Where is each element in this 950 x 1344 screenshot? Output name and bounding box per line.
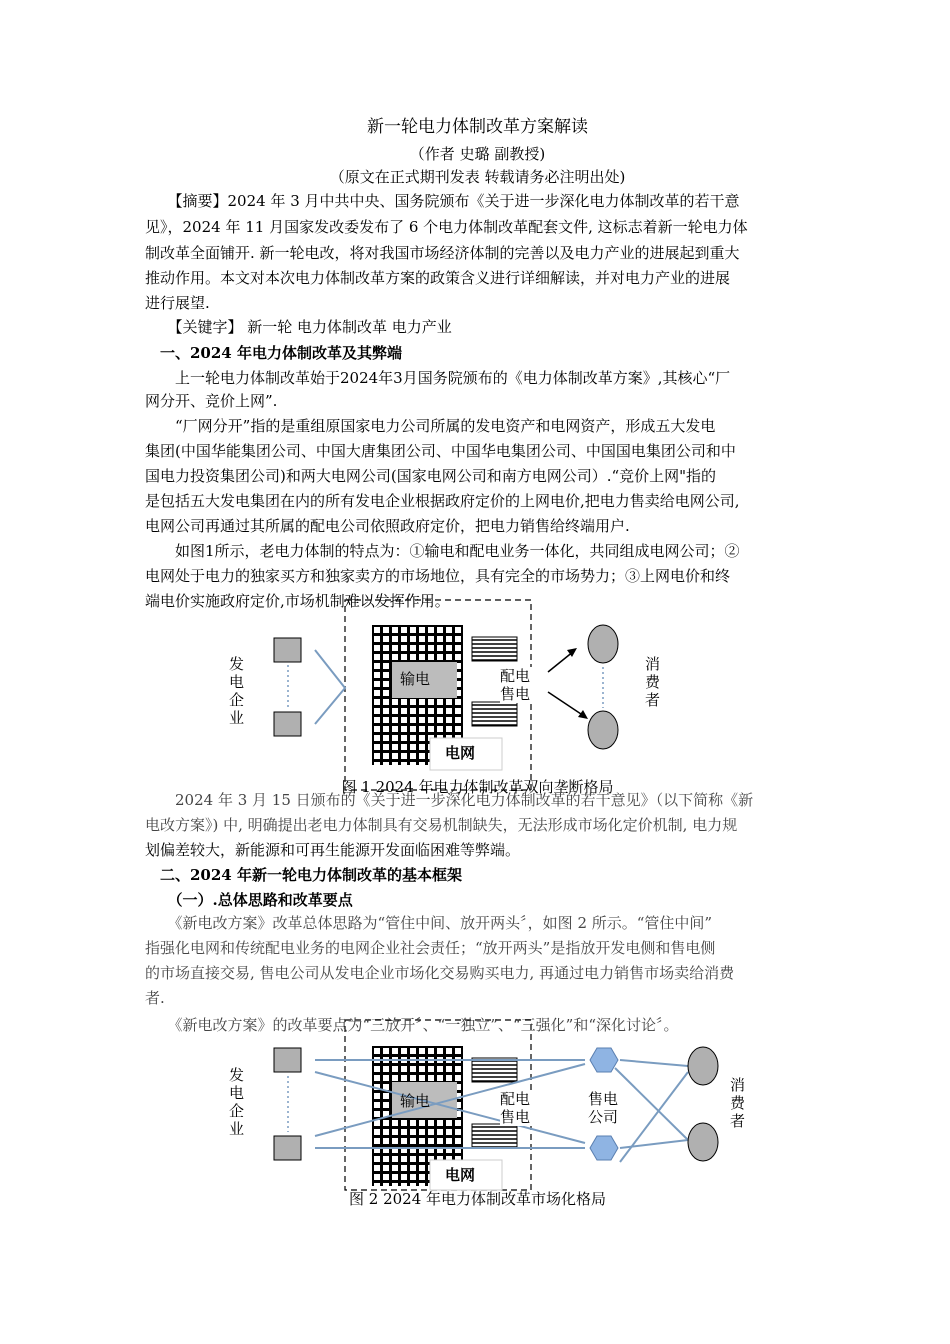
grid-cell	[383, 1093, 389, 1099]
grid-cell	[383, 1075, 389, 1081]
grid-cell	[401, 627, 407, 633]
grid-cell	[401, 1129, 407, 1135]
grid-cell	[410, 1165, 416, 1171]
grid-cell	[401, 753, 407, 759]
grid-cell	[437, 1075, 443, 1081]
grid-cell	[446, 654, 452, 660]
grid-cell	[401, 717, 407, 723]
grid-cell	[455, 627, 461, 633]
consumer-circle	[688, 1047, 718, 1085]
grid-cell	[392, 708, 398, 714]
retail-company-hex	[590, 1136, 618, 1160]
grid-cell	[410, 708, 416, 714]
grid-cell	[446, 645, 452, 651]
grid-cell	[428, 1048, 434, 1054]
subsection-heading: （一）.总体思路和改革要点	[145, 891, 353, 909]
grid-cell	[410, 636, 416, 642]
grid-cell	[383, 1165, 389, 1171]
grid-cell	[428, 1129, 434, 1135]
grid-cell	[419, 699, 425, 705]
paragraph-line: 2024 年 3 月 15 日颁布的《关于进一步深化电力体制改革的若干意见》（以下简称《新	[145, 791, 754, 809]
grid-cell	[446, 726, 452, 732]
grid-cell	[419, 1138, 425, 1144]
grid-cell	[419, 1066, 425, 1072]
grid-cell	[428, 645, 434, 651]
grid-cell	[374, 672, 380, 678]
grid-cell	[374, 735, 380, 741]
grid-cell	[401, 645, 407, 651]
grid-cell	[383, 690, 389, 696]
grid-cell	[419, 744, 425, 750]
distribution-label: 配电售电	[500, 1090, 531, 1126]
grid-cell	[383, 1102, 389, 1108]
grid-cell	[383, 744, 389, 750]
grid-cell	[428, 654, 434, 660]
grid-cell	[455, 1075, 461, 1081]
grid-cell	[455, 645, 461, 651]
grid-cell	[455, 717, 461, 723]
grid-cell	[455, 654, 461, 660]
grid-cell	[410, 744, 416, 750]
grid-cell	[383, 753, 389, 759]
arrow-head	[578, 710, 588, 719]
abstract-line: 进行展望.	[145, 294, 210, 312]
grid-cell	[383, 735, 389, 741]
grid-cell	[410, 1138, 416, 1144]
grid-cell	[410, 753, 416, 759]
generator-box	[274, 712, 301, 736]
grid-cell	[374, 1174, 380, 1180]
grid-cell	[428, 708, 434, 714]
retail-company-label: 售电公司	[588, 1090, 619, 1126]
paragraph-line: 指强化电网和传统配电业务的电网企业社会责任；“放开两头”是指放开发电侧和售电侧	[145, 939, 716, 957]
keywords: 【关键字】 新一轮 电力体制改革 电力产业	[145, 318, 452, 336]
grid-cell	[374, 690, 380, 696]
grid-cell	[437, 699, 443, 705]
grid-cell	[419, 708, 425, 714]
grid-cell	[428, 1138, 434, 1144]
grid-cell	[374, 1048, 380, 1054]
paragraph-line: 集团(中国华能集团公司、中国大唐集团公司、中国华电集团公司、中国国电集团公司和中	[145, 442, 736, 460]
grid-cell	[374, 627, 380, 633]
grid-cell	[410, 726, 416, 732]
grid-cell	[401, 735, 407, 741]
grid-cell	[455, 636, 461, 642]
grid-cell	[446, 1129, 452, 1135]
grid-cell	[455, 1048, 461, 1054]
retail-company-hex	[590, 1048, 618, 1072]
grid-cell	[419, 753, 425, 759]
grid-cell	[455, 726, 461, 732]
grid-cell	[392, 654, 398, 660]
flow-arrow	[548, 692, 584, 716]
grid-cell	[374, 1075, 380, 1081]
paragraph-line: 上一轮电力体制改革始于2024年3月国务院颁布的《电力体制改革方案》,其核心“厂	[145, 369, 731, 387]
grid-label: 电网	[445, 1166, 476, 1184]
generator-label: 发电企业	[229, 655, 245, 727]
grid-cell	[392, 726, 398, 732]
grid-cell	[446, 699, 452, 705]
document-title: 新一轮电力体制改革方案解读	[367, 117, 588, 137]
generator-label: 发电企业	[229, 1066, 245, 1138]
grid-cell	[428, 726, 434, 732]
paragraph-line: 电网公司再通过其所属的配电公司依照政府定价，把电力销售给终端用户.	[145, 517, 630, 535]
grid-cell	[383, 699, 389, 705]
paragraph-line: 是包括五大发电集团在内的所有发电企业根据政府定价的上网电价,把电力售卖给电网公司,	[145, 492, 740, 510]
paragraph-line: 电网处于电力的独家买方和独家卖方的市场地位，具有完全的市场势力；③上网电价和终	[145, 567, 731, 585]
grid-cell	[437, 1129, 443, 1135]
grid-cell	[383, 636, 389, 642]
grid-cell	[374, 1102, 380, 1108]
grid-cell	[383, 726, 389, 732]
grid-cell	[419, 1120, 425, 1126]
grid-cell	[455, 699, 461, 705]
grid-cell	[428, 699, 434, 705]
paragraph-line: 如图1所示，老电力体制的特点为：①输电和配电业务一体化，共同组成电网公司；②	[145, 542, 740, 560]
grid-cell	[392, 744, 398, 750]
grid-cell	[383, 672, 389, 678]
grid-cell	[419, 636, 425, 642]
grid-cell	[446, 1138, 452, 1144]
grid-label: 电网	[445, 744, 476, 762]
abstract-line: 见》，2024 年 11 月国家发改委发布了 6 个电力体制改革配套文件, 这标志着新一轮电力体	[145, 218, 748, 236]
grid-cell	[428, 1120, 434, 1126]
consumer-label: 消费者	[645, 655, 661, 709]
grid-cell	[419, 726, 425, 732]
grid-cell	[374, 1183, 380, 1189]
grid-cell	[401, 762, 407, 768]
grid-cell	[437, 1066, 443, 1072]
grid-cell	[428, 1066, 434, 1072]
grid-cell	[446, 627, 452, 633]
grid-cell	[374, 1156, 380, 1162]
grid-cell	[392, 1066, 398, 1072]
grid-cell	[410, 735, 416, 741]
grid-cell	[401, 1138, 407, 1144]
paragraph-line: “厂网分开”指的是重组原国家电力公司所属的发电资产和电网资产，形成五大发电	[145, 417, 716, 435]
grid-cell	[410, 1120, 416, 1126]
grid-cell	[437, 726, 443, 732]
grid-cell	[392, 1183, 398, 1189]
grid-cell	[374, 762, 380, 768]
grid-cell	[437, 1120, 443, 1126]
grid-cell	[455, 708, 461, 714]
paragraph-line: 者.	[145, 989, 165, 1007]
grid-cell	[392, 735, 398, 741]
grid-cell	[383, 1156, 389, 1162]
paragraph-line: 网分开、竞价上网”.	[145, 392, 278, 410]
grid-cell	[410, 699, 416, 705]
grid-cell	[410, 1183, 416, 1189]
grid-cell	[410, 1174, 416, 1180]
grid-cell	[410, 1048, 416, 1054]
grid-cell	[419, 627, 425, 633]
paragraph-line: 《新电改方案》的改革要点为“三放开〞、“一独立”、“三强化”和“深化讨论〞。	[145, 1016, 679, 1034]
grid-cell	[410, 762, 416, 768]
grid-cell	[437, 645, 443, 651]
grid-cell	[374, 645, 380, 651]
grid-cell	[374, 699, 380, 705]
grid-cell	[374, 1066, 380, 1072]
grid-cell	[383, 663, 389, 669]
grid-cell	[392, 1048, 398, 1054]
consumer-circle	[588, 625, 618, 663]
grid-cell	[419, 1165, 425, 1171]
grid-cell	[455, 1066, 461, 1072]
grid-cell	[374, 636, 380, 642]
paragraph-line: 电改方案》) 中, 明确提出老电力体制具有交易机制缺失，无法形成市场化定价机制, 电力规	[145, 816, 738, 834]
paragraph-line: 《新电改方案》改革总体思路为“管住中间、放开两头〞，如图 2 所示。“管住中间”	[145, 914, 713, 932]
grid-cell	[446, 1066, 452, 1072]
grid-cell	[437, 627, 443, 633]
abstract-line: 制改革全面铺开. 新一轮电改，将对我国市场经济体制的完善以及电力产业的进展起到重大	[145, 244, 740, 262]
grid-cell	[446, 717, 452, 723]
grid-cell	[374, 1138, 380, 1144]
grid-cell	[455, 1129, 461, 1135]
grid-cell	[410, 627, 416, 633]
grid-cell	[383, 708, 389, 714]
grid-cell	[455, 1120, 461, 1126]
grid-cell	[374, 654, 380, 660]
grid-cell	[392, 753, 398, 759]
grid-cell	[383, 645, 389, 651]
grid-cell	[374, 753, 380, 759]
grid-cell	[374, 744, 380, 750]
grid-cell	[401, 654, 407, 660]
grid-cell	[392, 1075, 398, 1081]
generator-box	[274, 1136, 301, 1160]
grid-cell	[419, 1129, 425, 1135]
grid-cell	[419, 717, 425, 723]
grid-cell	[437, 1048, 443, 1054]
paragraph-line: 端电价实施政府定价,市场机制难以发挥作用。	[145, 592, 450, 610]
paragraph-line: 划偏差较大，新能源和可再生能源开发面临困难等弊端。	[145, 841, 521, 859]
grid-cell	[383, 681, 389, 687]
abstract-line: 推动作用。本文对本次电力体制改革方案的政策含义进行详细解读，并对电力产业的进展	[145, 269, 731, 287]
grid-cell	[401, 708, 407, 714]
grid-cell	[437, 654, 443, 660]
source-note: （原文在正式期刊发表 转载请务必注明出处)	[329, 168, 626, 186]
grid-cell	[401, 1165, 407, 1171]
grid-cell	[374, 663, 380, 669]
grid-cell	[428, 717, 434, 723]
grid-cell	[392, 1129, 398, 1135]
grid-cell	[446, 1048, 452, 1054]
distribution-label: 配电售电	[500, 667, 531, 703]
grid-cell	[410, 1129, 416, 1135]
consumer-circle	[688, 1123, 718, 1161]
section-heading: 一、2024 年电力体制改革及其弊端	[145, 344, 402, 362]
consumer-label: 消费者	[730, 1076, 746, 1130]
grid-cell	[419, 645, 425, 651]
grid-cell	[383, 1066, 389, 1072]
transmission-label: 输电	[400, 670, 431, 688]
grid-cell	[401, 1183, 407, 1189]
grid-cell	[401, 1120, 407, 1126]
grid-cell	[446, 636, 452, 642]
grid-cell	[419, 1174, 425, 1180]
grid-cell	[374, 717, 380, 723]
generator-box	[274, 638, 301, 662]
grid-cell	[437, 717, 443, 723]
grid-cell	[446, 708, 452, 714]
grid-cell	[383, 627, 389, 633]
grid-cell	[419, 1048, 425, 1054]
grid-cell	[401, 636, 407, 642]
grid-cell	[383, 1183, 389, 1189]
grid-cell	[410, 654, 416, 660]
author-line: （作者 史璐 副教授)	[409, 145, 546, 163]
grid-cell	[392, 1138, 398, 1144]
grid-cell	[446, 1120, 452, 1126]
grid-cell	[410, 645, 416, 651]
grid-cell	[383, 717, 389, 723]
grid-cell	[383, 762, 389, 768]
grid-cell	[410, 1156, 416, 1162]
grid-cell	[392, 762, 398, 768]
grid-cell	[410, 717, 416, 723]
grid-cell	[401, 1075, 407, 1081]
grid-cell	[428, 636, 434, 642]
grid-cell	[383, 654, 389, 660]
grid-cell	[428, 627, 434, 633]
grid-cell	[374, 1111, 380, 1117]
grid-cell	[374, 1129, 380, 1135]
grid-cell	[374, 1093, 380, 1099]
grid-cell	[374, 1165, 380, 1171]
paragraph-line: 国电力投资集团公司)和两大电网公司(国家电网公司和南方电网公司）.“竞价上网"指的	[145, 467, 717, 485]
grid-cell	[446, 1075, 452, 1081]
grid-cell	[437, 1138, 443, 1144]
grid-cell	[437, 636, 443, 642]
section-heading: 二、2024 年新一轮电力体制改革的基本框架	[145, 866, 462, 884]
grid-cell	[392, 1165, 398, 1171]
grid-cell	[392, 1156, 398, 1162]
figure-caption: 图 1 2024 年电力体制改革双向垄断格局	[341, 778, 614, 796]
grid-cell	[383, 1138, 389, 1144]
grid-cell	[383, 1129, 389, 1135]
grid-cell	[410, 1075, 416, 1081]
grid-cell	[401, 1156, 407, 1162]
grid-cell	[383, 1174, 389, 1180]
generator-box	[274, 1048, 301, 1072]
paragraph-line: 的市场直接交易, 售电公司从发电企业市场化交易购买电力, 再通过电力销售市场卖给消费	[145, 964, 735, 982]
grid-cell	[401, 744, 407, 750]
grid-cell	[383, 1120, 389, 1126]
grid-cell	[419, 1075, 425, 1081]
grid-cell	[392, 636, 398, 642]
grid-cell	[428, 1075, 434, 1081]
consumer-circle	[588, 711, 618, 749]
grid-cell	[401, 1174, 407, 1180]
grid-cell	[383, 1048, 389, 1054]
figure-caption: 图 2 2024 年电力体制改革市场化格局	[348, 1190, 607, 1208]
grid-cell	[419, 735, 425, 741]
grid-cell	[410, 1066, 416, 1072]
grid-cell	[392, 645, 398, 651]
grid-cell	[401, 1048, 407, 1054]
abstract-line: 【摘要】2024 年 3 月中共中央、国务院颁布《关于进一步深化电力体制改革的若干意	[145, 192, 740, 210]
grid-cell	[419, 1156, 425, 1162]
grid-cell	[419, 654, 425, 660]
grid-cell	[392, 627, 398, 633]
grid-cell	[437, 708, 443, 714]
grid-cell	[392, 1120, 398, 1126]
grid-cell	[401, 699, 407, 705]
flow-arrow	[315, 650, 345, 724]
grid-cell	[419, 1183, 425, 1189]
grid-cell	[401, 726, 407, 732]
grid-cell	[374, 681, 380, 687]
grid-cell	[392, 699, 398, 705]
grid-cell	[374, 726, 380, 732]
grid-cell	[374, 708, 380, 714]
grid-cell	[392, 1174, 398, 1180]
grid-cell	[455, 1138, 461, 1144]
transmission-label: 输电	[400, 1092, 431, 1110]
grid-cell	[392, 717, 398, 723]
grid-cell	[419, 762, 425, 768]
grid-cell	[401, 1066, 407, 1072]
